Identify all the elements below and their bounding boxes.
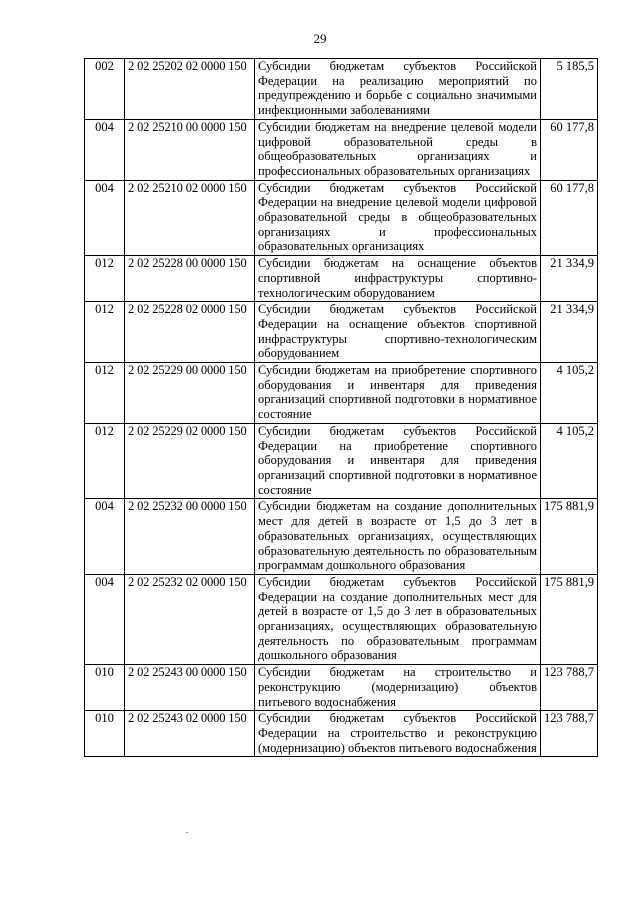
admin-code-cell: 010 xyxy=(85,665,125,711)
revenue-name-cell: Субсидии бюджетам субъектов Российской Федерации на приобретение спортивного оборудования и инвентаря для приведения организаций спортивной подготовки в нормативное состояние xyxy=(255,423,541,499)
budget-classification-code-cell: 2 02 25210 02 0000 150 xyxy=(125,180,255,256)
admin-code-cell: 004 xyxy=(85,499,125,575)
amount-cell: 123 788,7 xyxy=(541,711,598,757)
table-row xyxy=(85,423,598,499)
table-row xyxy=(85,499,598,575)
admin-code-cell: 012 xyxy=(85,302,125,363)
revenue-name-cell: Субсидии бюджетам субъектов Российской Федерации на внедрение целевой модели цифровой образовательной среды в общеобразовательных организациях и профессиональных образовательных организациях xyxy=(255,180,541,256)
revenue-name-cell: Субсидии бюджетам на приобретение спортивного оборудования и инвентаря для приведения организаций спортивной подготовки в нормативное состояние xyxy=(255,363,541,424)
table-row xyxy=(85,256,598,302)
amount-cell: 175 881,9 xyxy=(541,499,598,575)
budget-classification-code-cell: 2 02 25210 00 0000 150 xyxy=(125,119,255,180)
table-row xyxy=(85,363,598,424)
admin-code-cell: 012 xyxy=(85,256,125,302)
revenue-name-cell: Субсидии бюджетам субъектов Российской Федерации на реализацию мероприятий по предупреждению и борьбе с социально значимыми инфекционными заболеваниями xyxy=(255,59,541,120)
admin-code-cell: 010 xyxy=(85,711,125,757)
table-row xyxy=(85,574,598,664)
table-row xyxy=(85,180,598,256)
amount-cell: 21 334,9 xyxy=(541,256,598,302)
amount-cell: 175 881,9 xyxy=(541,574,598,664)
budget-classification-code-cell: 2 02 25229 02 0000 150 xyxy=(125,423,255,499)
table-row xyxy=(85,665,598,711)
admin-code-cell: 004 xyxy=(85,574,125,664)
scan-speck xyxy=(186,832,188,833)
revenue-name-cell: Субсидии бюджетам на оснащение объектов спортивной инфраструктуры спортивно-технологическим оборудованием xyxy=(255,256,541,302)
revenue-name-cell: Субсидии бюджетам на строительство и реконструкцию (модернизацию) объектов питьевого водоснабжения xyxy=(255,665,541,711)
table-row xyxy=(85,119,598,180)
amount-cell: 60 177,8 xyxy=(541,180,598,256)
revenue-name-cell: Субсидии бюджетам субъектов Российской Федерации на оснащение объектов спортивной инфраструктуры спортивно-технологическим оборудованием xyxy=(255,302,541,363)
table-row xyxy=(85,711,598,757)
page-number: 29 xyxy=(313,31,327,46)
budget-classification-code-cell: 2 02 25243 02 0000 150 xyxy=(125,711,255,757)
amount-cell: 60 177,8 xyxy=(541,119,598,180)
revenue-name-cell: Субсидии бюджетам субъектов Российской Федерации на строительство и реконструкцию (модернизацию) объектов питьевого водоснабжения xyxy=(255,711,541,757)
revenue-name-cell: Субсидии бюджетам на создание дополнительных мест для детей в возрасте от 1,5 до 3 лет в образовательных организациях, осуществляющих образовательную деятельность по образовательным программам дошкольного образования xyxy=(255,499,541,575)
admin-code-cell: 002 xyxy=(85,59,125,120)
amount-cell: 123 788,7 xyxy=(541,665,598,711)
amount-cell: 4 105,2 xyxy=(541,363,598,424)
budget-classification-code-cell: 2 02 25243 00 0000 150 xyxy=(125,665,255,711)
table-row xyxy=(85,302,598,363)
budget-classification-code-cell: 2 02 25229 00 0000 150 xyxy=(125,363,255,424)
budget-classification-code-cell: 2 02 25232 02 0000 150 xyxy=(125,574,255,664)
budget-classification-code-cell: 2 02 25232 00 0000 150 xyxy=(125,499,255,575)
admin-code-cell: 004 xyxy=(85,180,125,256)
budget-classification-code-cell: 2 02 25202 02 0000 150 xyxy=(125,59,255,120)
revenue-name-cell: Субсидии бюджетам субъектов Российской Федерации на создание дополнительных мест для детей в возрасте от 1,5 до 3 лет в образовательных организациях, осуществляющих образовательную деятельность по образовательным программам дошкольного образования xyxy=(255,574,541,664)
amount-cell: 4 105,2 xyxy=(541,423,598,499)
admin-code-cell: 012 xyxy=(85,363,125,424)
table-row xyxy=(85,59,598,120)
amount-cell: 21 334,9 xyxy=(541,302,598,363)
budget-classification-code-cell: 2 02 25228 02 0000 150 xyxy=(125,302,255,363)
admin-code-cell: 012 xyxy=(85,423,125,499)
admin-code-cell: 004 xyxy=(85,119,125,180)
budget-revenue-table xyxy=(84,58,598,757)
amount-cell: 5 185,5 xyxy=(541,59,598,120)
table-body xyxy=(85,59,598,757)
revenue-name-cell: Субсидии бюджетам на внедрение целевой модели цифровой образовательной среды в общеобразовательных организациях и профессиональных образовательных организациях xyxy=(255,119,541,180)
budget-classification-code-cell: 2 02 25228 00 0000 150 xyxy=(125,256,255,302)
